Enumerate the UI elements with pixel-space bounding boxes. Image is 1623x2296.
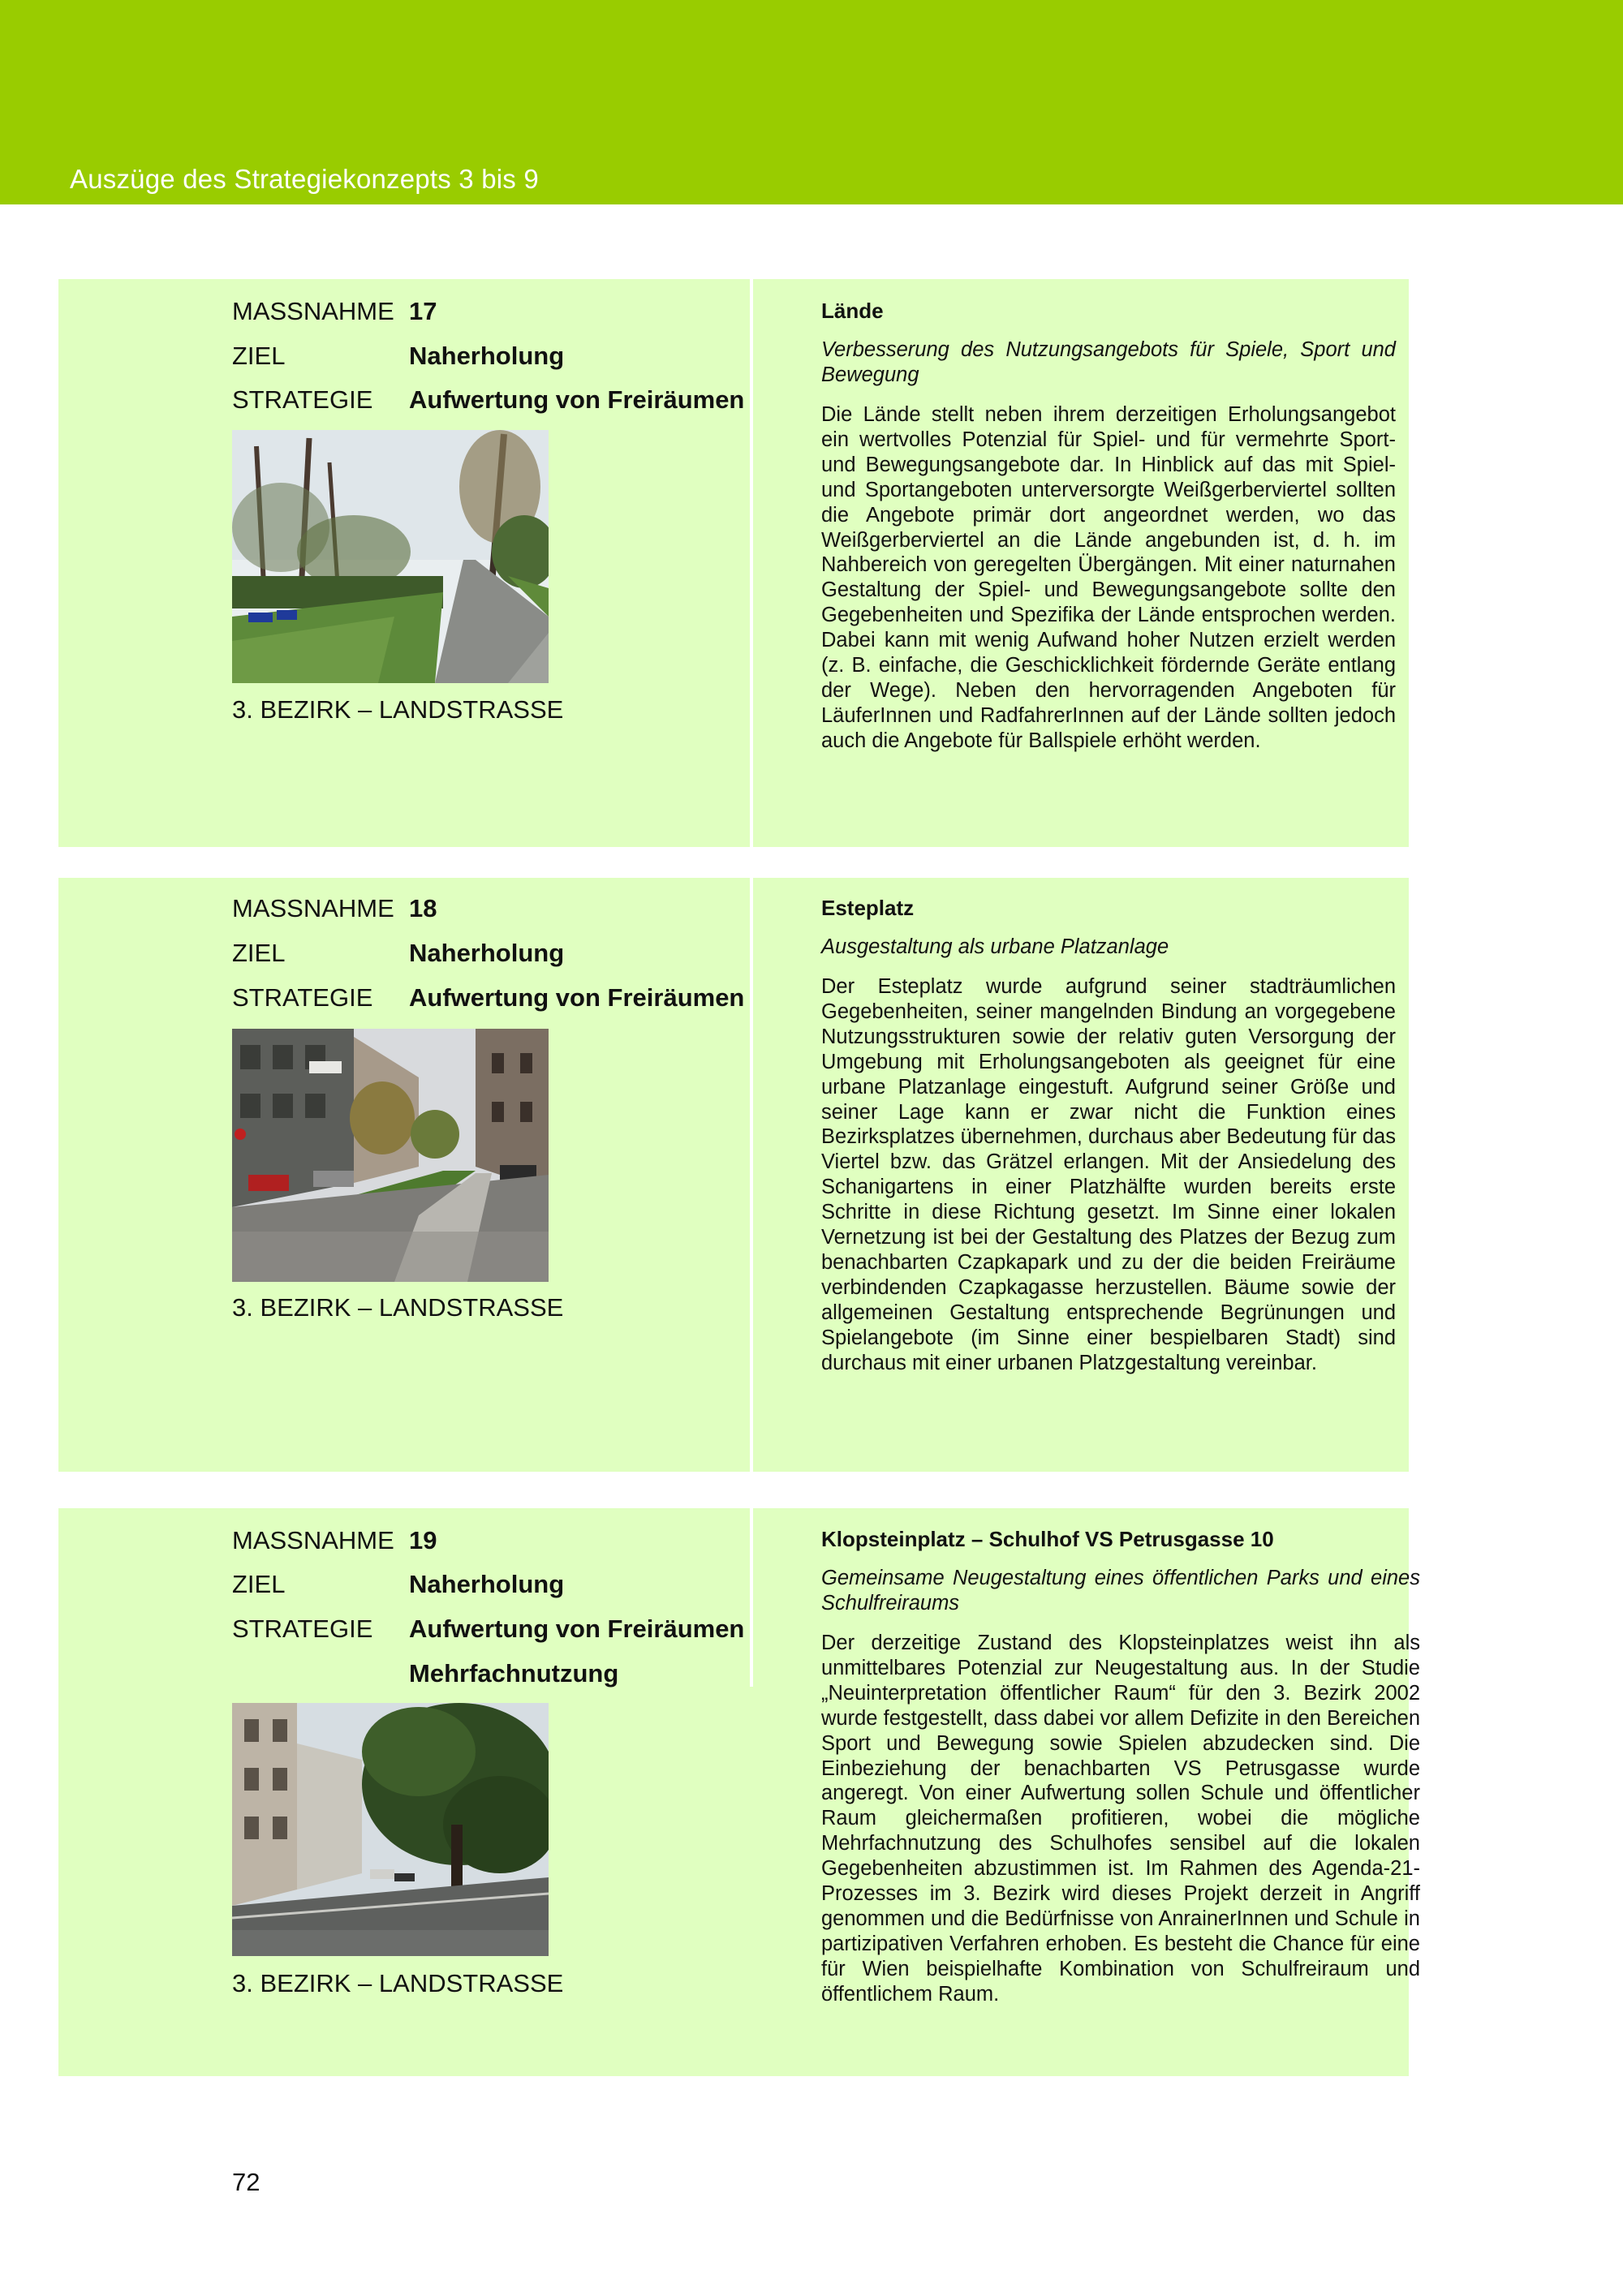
strategie-value: Aufwertung von Freiräumen xyxy=(409,983,745,1012)
measure-photo xyxy=(232,430,549,683)
header-title: Auszüge des Strategiekonzepts 3 bis 9 xyxy=(70,164,539,194)
text-column xyxy=(821,1525,1420,2007)
ziel-value: Naherholung xyxy=(409,1570,565,1598)
massnahme-label: MASSNAHME xyxy=(232,894,394,922)
ziel-row xyxy=(232,939,564,968)
measure-photo xyxy=(232,1703,549,1956)
strategie-label: STRATEGIE xyxy=(232,1615,373,1643)
strategie-row xyxy=(232,983,744,1013)
measure-block-19 xyxy=(58,1508,1420,2076)
text-column xyxy=(821,297,1396,754)
district-label: 3. BEZIRK – LANDSTRASSE xyxy=(232,1969,564,1997)
measure-block-18 xyxy=(58,878,1409,1472)
measure-title: Esteplatz xyxy=(821,896,915,920)
ziel-label: ZIEL xyxy=(232,342,286,370)
measure-title: Lände xyxy=(821,299,884,323)
measure-body: Der Esteplatz wurde aufgrund seiner stadträumlichen Gegebenheiten, seiner mangelnden Bindung an vorgegebene Nutzungsstrukturen sowie der relativ guten Versorgung der Umgebung mit Erholungsangeboten als geeignet für eine urbane Platzanlage eingestuft. Aufgrund seiner Größe und seiner Lage kann er zwar nicht die Funktion eines Bezirksplatzes übernehmen, durchaus aber Bedeutung für das Viertel bzw. das Grätzel erlangen. Mit der Ansiedelung des Schanigartens in einer Platzhälfte wurden bereits erste Schritte in diese Richtung gesetzt. Im Sinne einer lokalen Vernetzung ist bei der Gestaltung des Platzes der Bezug zum benachbarten Czapkapark und zu der die beiden Freiräume verbindenden Czapkagasse herzustellen. Bäume sowie der allgemeinen Gestaltung entsprechende Begrünungen und Spielangebote (im Sinne einer bespielbaren Stadt) sind durchaus mit einer urbanen Platzgestaltung vereinbar. xyxy=(821,975,1396,1374)
strategie-row xyxy=(232,1615,744,1644)
massnahme-number: 17 xyxy=(409,297,437,325)
strategie-row-2 xyxy=(232,1659,618,1688)
ziel-value: Naherholung xyxy=(409,939,565,967)
strategie-label: STRATEGIE xyxy=(232,385,373,414)
measure-block-17 xyxy=(58,279,1409,847)
massnahme-label: MASSNAHME xyxy=(232,297,394,325)
measure-body: Der derzeitige Zustand des Klopsteinplatzes weist ihn als unmittelbares Potenzial zur Neugestaltung aus. In der Studie „Neuinterpretation öffentlicher Raum“ für den 3. Bezirk 2002 wurde festgestellt, dass dabei vor allem Defizite in den Bereichen Sport und Bewegung sowie Spielen abzudecken sind. Die Einbeziehung der benachbarten VS Petrusgasse wurde angeregt. Von einer Aufwertung sollen Schule und öffentlicher Raum gleichermaßen profitieren, wobei die mögliche Mehrfachnutzung des Schulhofes sensibel auf die lokalen Gegebenheiten abzustimmen ist. Im Rahmen des Agenda-21-Prozesses im 3. Bezirk wird dieses Projekt derzeit in Angriff genommen und die Bedürfnisse von AnrainerInnen und Schule in partizipativen Verfahren erhoben. Es besteht die Chance für eine für Wien beispielhafte Kombination von Schulfreiraum und öffentlichem Raum. xyxy=(821,1632,1420,2006)
massnahme-row xyxy=(232,894,437,923)
ziel-row xyxy=(232,342,564,371)
ziel-label: ZIEL xyxy=(232,939,286,967)
column-divider xyxy=(750,1508,753,1687)
strategie-value: Aufwertung von Freiräumen xyxy=(409,385,745,414)
strategie-value: Aufwertung von Freiräumen xyxy=(409,1615,745,1643)
header-band xyxy=(0,0,1623,204)
strategie-label: STRATEGIE xyxy=(232,983,373,1012)
massnahme-row xyxy=(232,297,437,326)
measure-subtitle: Gemeinsame Neugestaltung eines öffentlichen Parks und eines Schulfreiraums xyxy=(821,1567,1420,1615)
massnahme-label: MASSNAHME xyxy=(232,1526,394,1554)
massnahme-number: 19 xyxy=(409,1526,437,1554)
ziel-value: Naherholung xyxy=(409,342,565,370)
column-divider xyxy=(750,878,753,1472)
text-column xyxy=(821,894,1396,1376)
strategie-row xyxy=(232,385,744,415)
district-label: 3. BEZIRK – LANDSTRASSE xyxy=(232,1293,564,1322)
measure-subtitle: Ausgestaltung als urbane Platzanlage xyxy=(821,935,1169,958)
page-number: 72 xyxy=(232,2168,260,2196)
measure-title: Klopsteinplatz – Schulhof VS Petrusgasse 10 xyxy=(821,1527,1274,1551)
measure-body: Die Lände stellt neben ihrem derzeitigen Erholungsangebot ein wertvolles Potenzial für Spiel- und für vermehrte Sport- und Bewegungsangebote dar. In Hinblick auf das mit Spiel- und Sportangeboten unterversorgte Weißgerberviertel sollten die Angebote primär dort angeordnet werden, wo das Weißgerberviertel an die Lände angebunden ist, d. h. im Nahbereich von geregelten Übergängen. Mit einer naturnahen Gestaltung der Spiel- und Bewegungsangebote sollte den Gegebenheiten und Spezifika der Lände entsprochen werden. Dabei kann mit wenig Aufwand hoher Nutzen erzielt werden (z. B. einfache, die Geschicklichkeit fördernde Geräte entlang der Wege). Neben den hervorragenden Angeboten für LäuferInnen und RadfahrerInnen auf der Lände sollten jedoch auch die Angebote für Ballspiele erhöht werden. xyxy=(821,403,1396,752)
district-label: 3. BEZIRK – LANDSTRASSE xyxy=(232,695,564,724)
measure-subtitle: Verbesserung des Nutzungsangebots für Spiele, Sport und Bewegung xyxy=(821,338,1396,386)
ziel-row xyxy=(232,1570,564,1599)
massnahme-row xyxy=(232,1526,437,1555)
massnahme-number: 18 xyxy=(409,894,437,922)
column-divider xyxy=(750,279,753,847)
measure-photo xyxy=(232,1029,549,1282)
ziel-label: ZIEL xyxy=(232,1570,286,1598)
strategie-value-2: Mehrfachnutzung xyxy=(409,1659,619,1688)
